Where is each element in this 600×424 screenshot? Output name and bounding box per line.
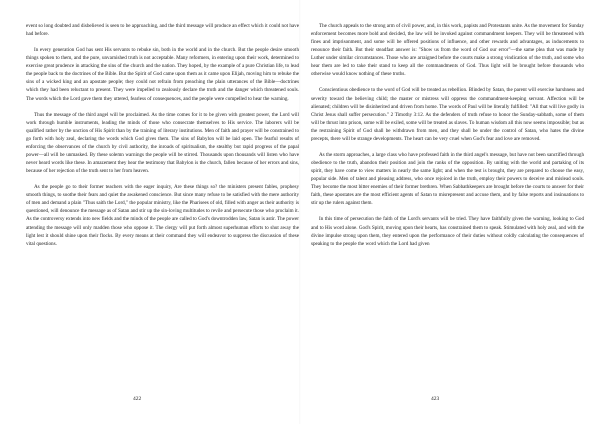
paragraph-spacer [26, 38, 299, 46]
page-number: 423 [431, 396, 440, 402]
paragraph: Thus the message of the third angel will be proclaimed. As the time comes for it to be given with greatest power, the Lord will work through humble instruments, leading the minds of those who consecrate themselves to His service. The laborers will be qualified rather by the unction of His Spirit than by the training of literary institutions. Men of faith and prayer will be constrained to go forth with holy zeal, declaring the words which God gives them. The sins of Babylon will be laid open. The fearful results of enforcing the observances of the church by civil authority, the inroads of spiritualism, the stealthy but rapid progress of the papal power—all will be unmasked. By these solemn warnings the people will be stirred. Thousands upon thousands will listen who have never heard words like these. In amazement they hear the testimony that Babylon is the church, fallen because of her errors and sins, because of her rejection of the truth sent to her from heaven. [26, 111, 299, 175]
paragraph: event so long doubted and disbelieved is seen to be approaching, and the third message will produce an effect which it could not have had before. [26, 23, 299, 38]
paragraph-spacer [311, 78, 584, 86]
paragraph: In this time of persecution the faith of the Lord's servants will be tried. They have faithfully given the warning, looking to God and to His word alone. God's Spirit, moving upon their hearts, has constrained them to speak. Stimulated with holy zeal, and with the divine impulse strong upon them, they entered upon the performance of their duties without coldly calculating the consequences of speaking to the people the word which the Lord had given [311, 216, 584, 247]
paragraph: As the people go to their former teachers with the eager inquiry, Are these things so? the ministers present fables, prophesy smooth things, to soothe their fears and quiet the awakened conscience. But since many refuse to be satisfied with the mere authority of men and demand a plain "Thus saith the Lord," the popular ministry, like the Pharisees of old, filled with anger as their authority is questioned, will denounce the message as of Satan and stir up the sin-loving multitudes to revile and persecute those who proclaim it. As the controversy extends into new fields and the minds of the people are called to God's downtrodden law, Satan is astir. The power attending the message will only madden those who oppose it. The clergy will put forth almost superhuman efforts to shut away the light lest it should shine upon their flocks. By every means at their command they will endeavor to suppress the discussion of these vital questions. [26, 184, 299, 247]
paragraph-spacer [311, 207, 584, 215]
paragraph-spacer [26, 103, 299, 111]
book-gutter [299, 0, 301, 424]
page-number: 422 [133, 396, 142, 402]
paragraph: The church appeals to the strong arm of civil power, and, in this work, papists and Protestants unite. As the movement for Sunday enforcement becomes more bold and decided, the law will be invoked against commandment keepers. They will be threatened with fines and imprisonment, and some will be offered positions of influence, and other rewards and advantages, as inducements to renounce their faith. But their steadfast answer is: "Show us from the word of God our error"—the same plea that was made by Luther under similar circumstances. Those who are arraigned before the courts make a strong vindication of the truth, and some who hear them are led to take their stand to keep all the commandments of God. Thus light will be brought before thousands who otherwise would know nothing of these truths. [311, 23, 584, 78]
paragraph: Conscientious obedience to the word of God will be treated as rebellion. Blinded by Satan, the parent will exercise harshness and severity toward the believing child; the master or mistress will oppress the commandment-keeping servant. Affection will be alienated; children will be disinherited and driven from home. The words of Paul will be literally fulfilled: "All that will live godly in Christ Jesus shall suffer persecution." 2 Timothy 3:12. As the defenders of truth refuse to honor the Sunday-sabbath, some of them will be thrust into prison, some will be exiled, some will be treated as slaves. To human wisdom all this now seems impossible; but as the restraining Spirit of God shall be withdrawn from men, and they shall be under the control of Satan, who hates the divine precepts, there will be strange developments. The heart can be very cruel when God's fear and love are removed. [311, 87, 584, 142]
paragraph: In every generation God has sent His servants to rebuke sin, both in the world and in the church. But the people desire smooth things spoken to them, and the pure, unvarnished truth is not acceptable. Many reformers, in entering upon their work, determined to exercise great prudence in attacking the sins of the church and the nation. They hoped, by the example of a pure Christian life, to lead the people back to the doctrines of the Bible. But the Spirit of God came upon them as it came upon Elijah, moving him to rebuke the sins of a wicked king and an apostate people; they could not refrain from preaching the plain utterances of the Bible—doctrines which they had been reluctant to present. They were impelled to zealously declare the truth and the danger which threatened souls. The words which the Lord gave them they uttered, fearless of consequences, and the people were compelled to hear the warning. [26, 47, 299, 102]
paragraph-spacer [311, 143, 584, 151]
paragraph-spacer [26, 175, 299, 183]
left-page [26, 22, 299, 407]
right-page [311, 22, 584, 407]
paragraph: As the storm approaches, a large class who have professed faith in the third angel's message, but have not been sanctified through obedience to the truth, abandon their position and join the ranks of the opposition. By uniting with the world and partaking of its spirit, they have come to view matters in nearly the same light; and when the test is brought, they are prepared to choose the easy, popular side. Men of talent and pleasing address, who once rejoiced in the truth, employ their powers to deceive and mislead souls. They become the most bitter enemies of their former brethren. When Sabbathkeepers are brought before the courts to answer for their faith, these apostates are the most efficient agents of Satan to misrepresent and accuse them, and by false reports and insinuations to stir up the rulers against them. [311, 151, 584, 207]
